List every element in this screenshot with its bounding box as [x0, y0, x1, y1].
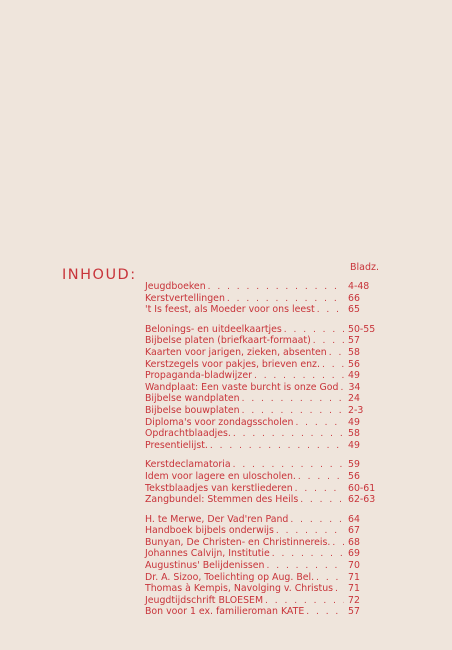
entry-page-number: 69 [348, 548, 360, 560]
entry-title: Kerstzegels voor pakjes, brieven enz. [145, 358, 320, 370]
dot-leader [288, 515, 344, 527]
entry-title: Bunyan, De Christen- en Christinnereis. [145, 536, 331, 548]
entry-page-number: 50-55 [348, 323, 376, 335]
entry-page-number: 72 [348, 594, 360, 606]
entry-page-number: 58 [348, 346, 360, 358]
toc-entry [145, 514, 378, 526]
entry-title: Diploma's voor zondagsscholen [145, 416, 294, 428]
toc-entry [145, 347, 378, 359]
toc-entry [145, 304, 378, 316]
toc-entry [145, 335, 378, 347]
toc-entry [145, 359, 378, 371]
dot-leader [330, 538, 344, 550]
dot-leader [298, 495, 344, 507]
entry-page-number: 71 [348, 571, 360, 583]
dot-leader [293, 484, 344, 496]
dot-leader [231, 429, 344, 441]
entry-page-number: 67 [348, 525, 360, 537]
dot-leader [270, 549, 344, 561]
toc-entry [145, 525, 378, 537]
dot-leader [327, 348, 344, 360]
table-of-contents [145, 281, 378, 626]
entry-title: Jeugdtijdschrift BLOESEM [145, 594, 264, 606]
contents-heading: INHOUD: [62, 267, 137, 283]
entry-page-number: 24 [348, 393, 360, 405]
entry-page-number: 56 [348, 358, 360, 370]
entry-title: Wandplaat: Een vaste burcht is onze God [145, 381, 339, 393]
entry-page-number: 57 [348, 335, 360, 347]
toc-entry [145, 583, 378, 595]
entry-title: Augustinus' Belijdenissen [145, 560, 265, 572]
entry-page-number: 65 [348, 304, 360, 316]
toc-entry [145, 370, 378, 382]
entry-title: H. te Merwe, Der Vad'ren Pand [145, 513, 289, 525]
page-column-header: Bladz. [350, 262, 380, 273]
dot-leader [304, 607, 344, 619]
dot-leader [333, 584, 344, 596]
entry-title: Opdrachtblaadjes. [145, 428, 231, 440]
toc-group [145, 324, 378, 452]
entry-page-number: 66 [348, 292, 360, 304]
entry-page-number: 2-3 [348, 404, 364, 416]
toc-entry [145, 471, 378, 483]
entry-title: Thomas à Kempis, Navolging v. Christus [145, 583, 334, 595]
toc-entry [145, 417, 378, 429]
toc-entry [145, 548, 378, 560]
entry-title: Dr. A. Sizoo, Toelichting op Aug. Bel. [145, 571, 315, 583]
entry-title: Johannes Calvijn, Institutie [145, 548, 270, 560]
entry-page-number: 70 [348, 560, 360, 572]
entry-title: Bijbelse wandplaten [145, 393, 240, 405]
toc-group [145, 514, 378, 618]
entry-title: Zangbundel: Stemmen des Heils [145, 494, 299, 506]
entry-title: Kerstvertellingen [145, 292, 225, 304]
entry-title: Bon voor 1 ex. familieroman KATE [145, 606, 305, 618]
entry-title: Tekstblaadjes van kerstliederen [145, 482, 293, 494]
toc-entry [145, 494, 378, 506]
dot-leader [315, 305, 344, 317]
toc-entry [145, 324, 378, 336]
entry-page-number: 59 [348, 459, 360, 471]
entry-title: Belonings- en uitdeelkaartjes [145, 323, 282, 335]
entry-page-number: 58 [348, 428, 360, 440]
toc-entry [145, 560, 378, 572]
entry-title: Kaarten voor jarigen, zieken, absenten [145, 346, 327, 358]
toc-entry [145, 483, 378, 495]
entry-page-number: 49 [348, 370, 360, 382]
entry-page-number: 34 [348, 381, 361, 393]
toc-entry [145, 595, 378, 607]
dot-leader [208, 441, 344, 453]
entry-page-number: 64 [348, 513, 360, 525]
entry-page-number: 71 [348, 583, 360, 595]
toc-entry [145, 281, 378, 293]
entry-page-number: 56 [348, 470, 360, 482]
dot-leader [293, 418, 344, 430]
entry-page-number: 68 [348, 536, 360, 548]
dot-leader [206, 282, 344, 294]
entry-title: Bijbelse platen (briefkaart-formaat) [145, 335, 311, 347]
dot-leader [320, 360, 344, 372]
entry-title: Kerstdeclamatoria [145, 459, 231, 471]
toc-entry [145, 572, 378, 584]
entry-title: Idem voor lagere en uloscholen. [145, 470, 296, 482]
toc-entry [145, 440, 378, 452]
toc-entry [145, 537, 378, 549]
entry-page-number: 49 [348, 439, 360, 451]
toc-entry [145, 428, 378, 440]
entry-page-number: 4-48 [348, 281, 370, 292]
toc-group [145, 281, 378, 316]
toc-entry [145, 405, 378, 417]
toc-group [145, 459, 378, 505]
entry-page-number: 57 [348, 606, 360, 618]
entry-page-number: 62-63 [348, 494, 376, 506]
toc-entry [145, 606, 378, 618]
dot-leader [296, 472, 344, 484]
toc-entry [145, 382, 378, 394]
toc-entry [145, 293, 378, 305]
dot-leader [240, 394, 344, 406]
entry-title: Bijbelse bouwplaten [145, 404, 240, 416]
toc-entry [145, 393, 378, 405]
entry-title: Jeugdboeken [145, 281, 206, 292]
entry-title: Presentielijst. [145, 439, 208, 451]
entry-page-number: 49 [348, 416, 360, 428]
toc-entry [145, 459, 378, 471]
entry-title: 't Is feest, als Moeder voor ons leest [145, 304, 315, 316]
entry-page-number: 60-61 [348, 482, 376, 494]
entry-title: Handboek bijbels onderwijs [145, 525, 274, 537]
entry-title: Propaganda-bladwijzer [145, 370, 252, 382]
